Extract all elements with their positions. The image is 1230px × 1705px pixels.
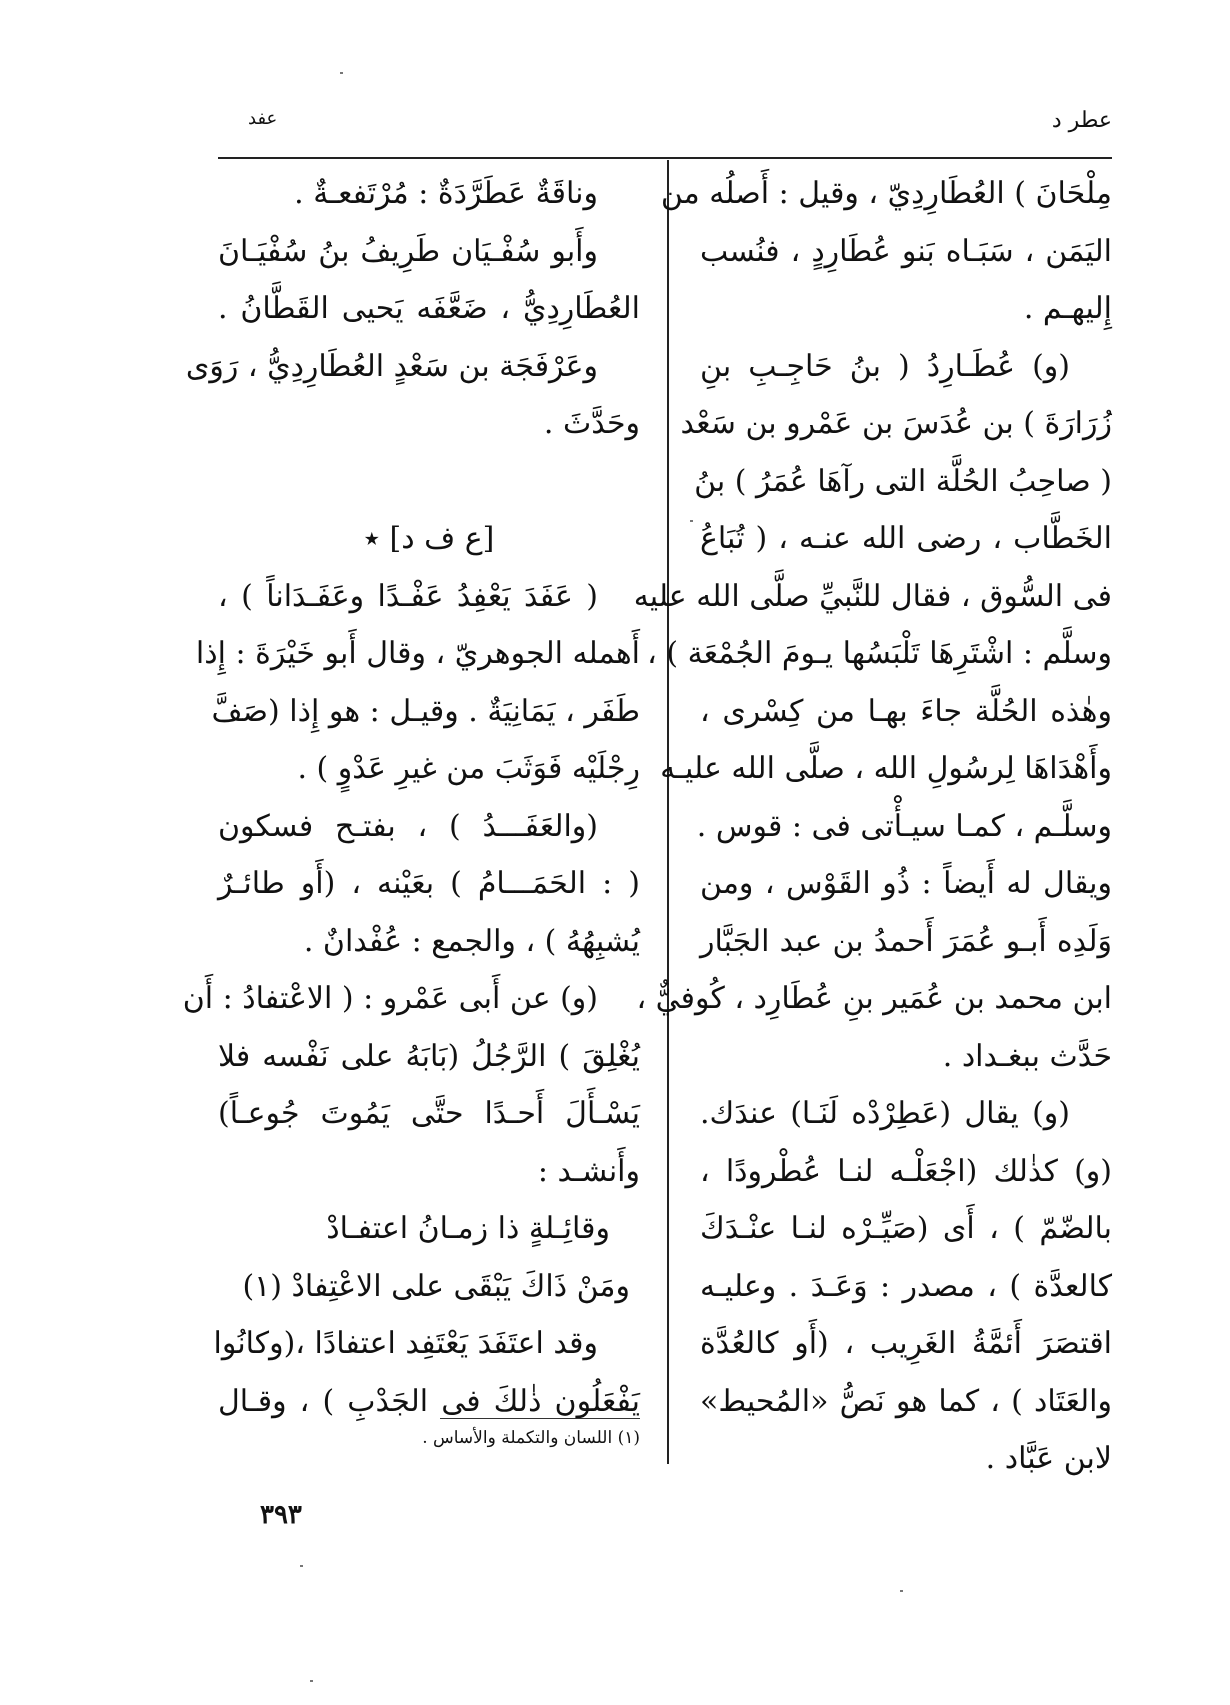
running-head-next-root: عفد bbox=[248, 108, 278, 129]
right-column-line: إِليهـم . bbox=[1023, 291, 1112, 326]
left-column-line: (و) عن أَبى عَمْرو : ( الاعْتفادُ : أَن bbox=[182, 981, 598, 1016]
left-column-line: وقد اعتَفَدَ يَعْتَفِد اعتفادًا ،(وكانُوا bbox=[213, 1326, 598, 1361]
right-column-line: ابن محمد بن عُمَير بنِ عُطَارِد ، كُوفيٌّ ، bbox=[636, 981, 1112, 1016]
left-column-line: وأَبو سُفْـيَان طَرِيفُ بنُ سُفْيَـانَ bbox=[218, 233, 598, 269]
left-column-line: رِجْلَيْه فَوَثَبَ من غيرِ عَدْوٍ ) . bbox=[297, 751, 640, 786]
page-number: ٣٩٣ bbox=[260, 1500, 302, 1530]
header-rule bbox=[218, 157, 1112, 159]
right-column-line: (و) عُطَـارِدُ ( بنُ حَاجِـبِ بنِ bbox=[700, 348, 1070, 384]
left-column-line: وعَرْفَجَة بن سَعْدٍ العُطَارِدِيُّ ، رَوَى bbox=[185, 348, 598, 384]
right-column-line: وأَهْدَاهَا لِرسُولِ الله ، صلَّى الله عليـه bbox=[660, 751, 1112, 786]
left-column-line: وحَدَّثَ . bbox=[543, 406, 640, 441]
right-column-line: بالضّمّ ) ، أَى (صَيِّـرْه لنـا عنْـدَكَ bbox=[700, 1211, 1112, 1246]
left-column-line: ومَنْ ذَاكَ يَبْقَى على الاعْتِفادْ (١) bbox=[242, 1268, 630, 1304]
right-column-line: وسلَّـم ، كمـا سيـأْتى فى : قوس . bbox=[696, 808, 1112, 844]
right-column-line: (و) يقال (عَطِرْدْه لَنَـا) عندَك. bbox=[700, 1096, 1070, 1131]
scan-speck bbox=[310, 1680, 313, 1682]
right-column-line: وسلَّم : اشْتَرِهَا تَلْبَسُها يـومَ الجُمْعَة ) ، bbox=[647, 636, 1112, 671]
right-column-line: مِلْحَانَ ) العُطَارِدِيّ ، وقيل : أَصلُه من bbox=[660, 176, 1112, 211]
left-column-line: أَهمله الجوهريّ ، وقال أَبو خَيْرَةَ : إِذا bbox=[195, 636, 640, 671]
right-column-line: وهٰذه الحُلَّة جاءَ بهـا من كِسْرى ، bbox=[700, 693, 1112, 729]
left-column-line: العُطَارِدِيُّ ، ضَعَّفَه يَحيى القَطَّانُ . bbox=[218, 291, 640, 326]
right-column bbox=[633, 165, 1112, 1488]
right-column-line: لابن عَبَّاد . bbox=[985, 1441, 1112, 1476]
left-column-line: وناقَةٌ عَطَرَّدَةٌ : مُرْتَفعـةٌ . bbox=[294, 176, 598, 211]
column-divider bbox=[667, 160, 669, 1464]
right-column-line: اليَمَن ، سَبَـاه بَنو عُطَارِدٍ ، فنُسب bbox=[700, 233, 1112, 269]
left-column-line: ( عَفَدَ يَعْفِدُ عَفْـدًا وعَفَـدَاناً ) ، bbox=[218, 578, 598, 614]
running-head-root: عطر د bbox=[1051, 108, 1112, 133]
left-column-line: طَفَر ، يَمَانِيَةٌ . وقيـل : هو إِذا (صَفَّ bbox=[211, 693, 640, 729]
right-column-line: ويقال له أَيضاً : ذُو القَوْس ، ومن bbox=[700, 866, 1112, 901]
right-column-line: الخَطَّاب ، رضى الله عنـه ، ( تُبَاعُ bbox=[700, 521, 1112, 556]
right-column-line: كالعدَّة ) ، مصدر : وَعَـدَ . وعليـه bbox=[700, 1268, 1112, 1304]
footnote-rule bbox=[440, 1418, 640, 1419]
left-column-line: يُغْلِقَ ) الرَّجُلُ (بَابَهُ على نَفْسه فلا bbox=[218, 1038, 640, 1074]
right-column-line: ( صاحِبُ الحُلَّة التى رآهَا عُمَرُ ) بنُ bbox=[694, 463, 1112, 499]
left-column-line: ( : الحَمَـــامُ ) بعَيْنه ، (أَو طائـرٌ bbox=[218, 866, 640, 901]
scan-speck bbox=[690, 520, 693, 522]
right-column-line: والعَتَاد ) ، كما هو نَصُّ «المُحيط» bbox=[700, 1383, 1112, 1419]
footnote: (١) اللسان والتكملة والأساس . bbox=[422, 1428, 640, 1448]
left-column-line bbox=[218, 453, 640, 511]
left-column-line: وقائِـلةٍ ذا زمـانُ اعتفـادْ bbox=[326, 1211, 610, 1246]
scan-speck bbox=[300, 1565, 303, 1567]
left-column-line: [ع ف د] ٭ bbox=[363, 521, 495, 556]
right-column-line: زُرَارَةَ ) بن عُدَسَ بن عَمْرو بن سَعْد bbox=[680, 406, 1112, 441]
left-column-line: (والعَفَـــدُ ) ، بفتـح فسكون bbox=[218, 808, 598, 844]
right-column-line: وَلَدِه أَبـو عُمَرَ أَحمدُ بن عبد الجَبَّار bbox=[700, 923, 1112, 959]
scan-speck bbox=[900, 1590, 903, 1592]
left-column-line: وأَنشـد : bbox=[537, 1153, 640, 1189]
left-column bbox=[182, 165, 640, 1430]
right-column-line: فى السُّوق ، فقال للنَّبيِّ صلَّى الله عليه bbox=[633, 578, 1112, 614]
right-column-line: اقتصَرَ أَئمَّةُ الغَرِيب ، (أَو كالعُدَّة bbox=[700, 1326, 1112, 1361]
left-column-line: يَفْعَلُون ذٰلكَ فى الجَدْبِ ) ، وقـال bbox=[218, 1383, 640, 1419]
left-column-line: يَسْـأَلَ أَحـدًا حتَّى يَمُوتَ جُوعـاً) bbox=[218, 1096, 640, 1131]
right-column-line: حَدَّث ببغـداد . bbox=[942, 1038, 1112, 1074]
scan-speck bbox=[340, 72, 343, 74]
right-column-line: (و) كذٰلك (اجْعَلْـه لنـا عُطْرودًا ، bbox=[700, 1153, 1112, 1189]
left-column-line: يُشبِهُهُ ) ، والجمع : عُفْدانٌ . bbox=[303, 923, 640, 959]
